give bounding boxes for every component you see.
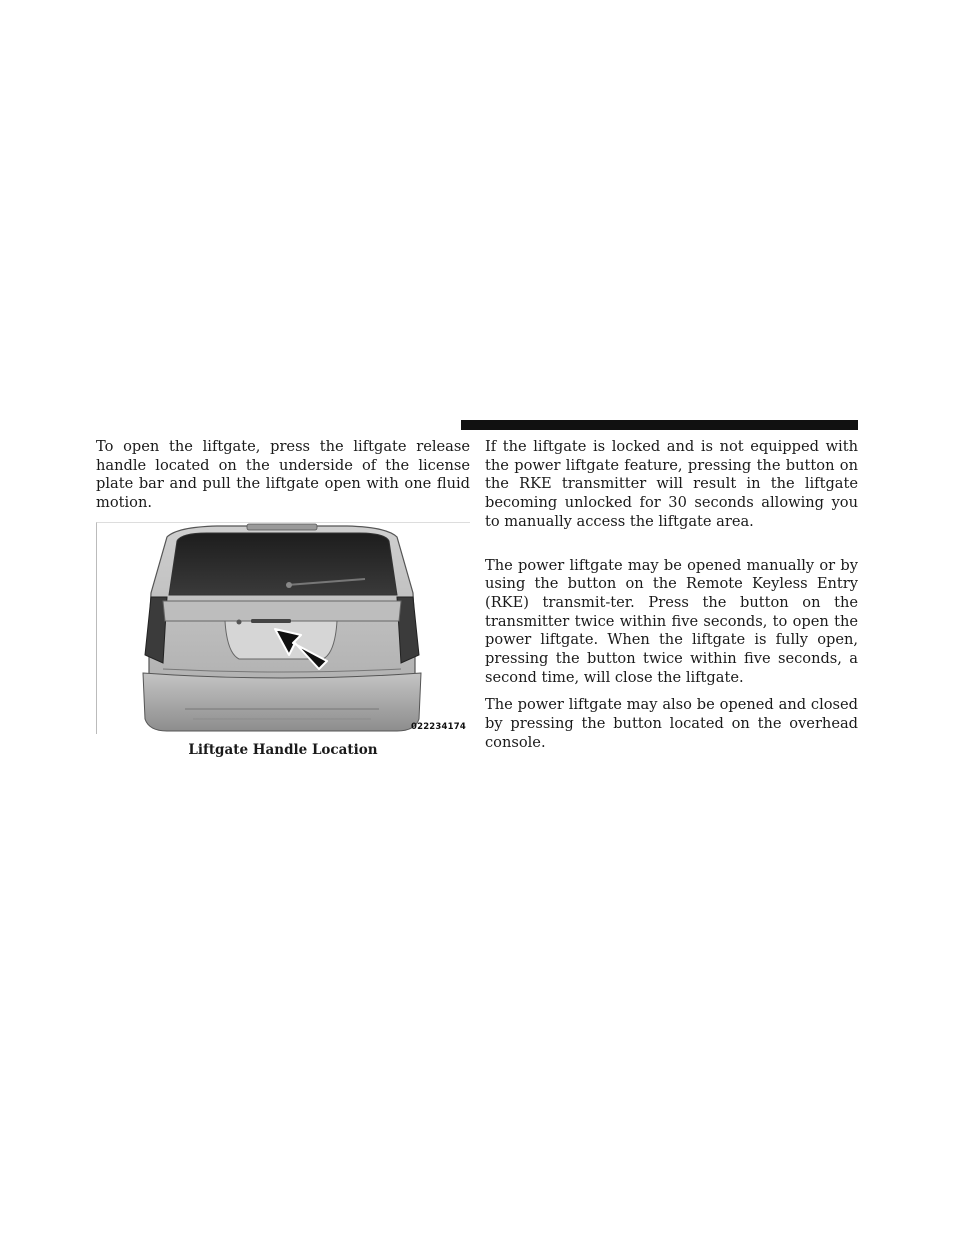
locked-liftgate-paragraph: If the liftgate is locked and is not equipped with the power liftgate feature, pressing the button on the RKE transmitter will result in the liftgate becoming unlocked for 30 seconds allowing you to manually access the liftgate area. — [485, 438, 858, 530]
figure-id-code: 022234174 — [410, 721, 466, 732]
overhead-console-paragraph: The power liftgate may also be opened and closed by pressing the button located on the overhead console. — [485, 696, 858, 751]
left-column — [96, 438, 470, 758]
section-header-bar — [461, 420, 858, 430]
intro-paragraph: To open the liftgate, press the liftgate release handle located on the underside of the license plate bar and pull the liftgate open with one fluid motion. — [96, 438, 470, 512]
right-column — [485, 438, 858, 753]
liftgate-figure — [96, 522, 470, 734]
power-liftgate-paragraph: The power liftgate may be opened manually or by using the button on the Remote Keyless Entry (RKE) transmit-ter. Press the button on the transmitter twice within five seconds, to open the power liftgate. When the liftgate is fully open, pressing the button twice within five seconds, a second time, will close the liftgate. — [485, 556, 858, 686]
vehicle-rear-illustration — [97, 523, 470, 734]
figure-caption: Liftgate Handle Location — [188, 741, 378, 758]
